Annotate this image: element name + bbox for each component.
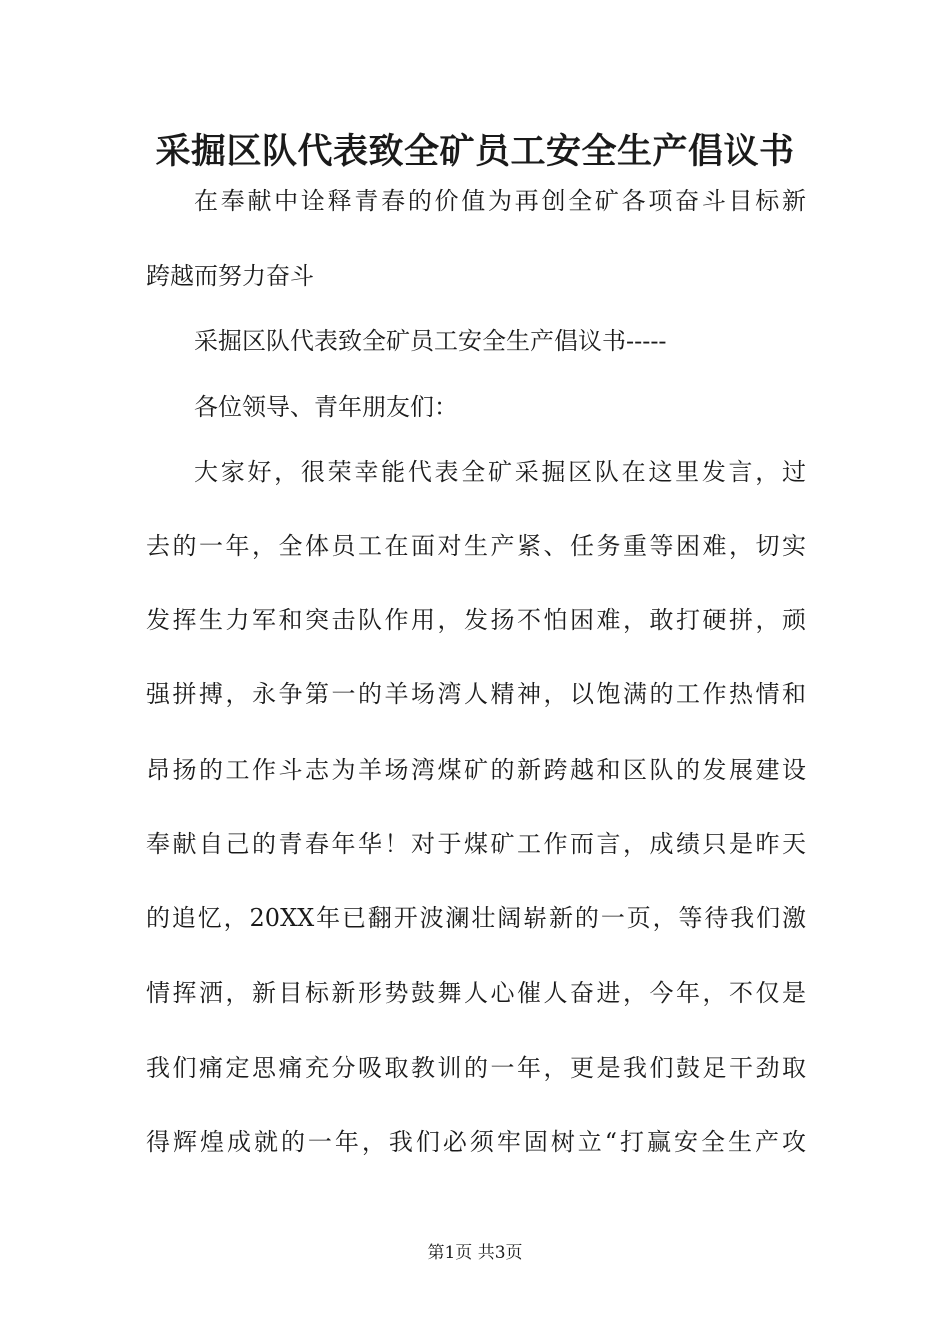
subtitle-line-2: 跨越而努力奋斗 — [146, 262, 314, 290]
body-line-8: 情挥洒，新目标新形势鼓舞人心催人奋进，今年，不仅是 — [146, 979, 806, 1007]
body-line-9: 我们痛定思痛充分吸取教训的一年，更是我们鼓足干劲取 — [146, 1054, 806, 1082]
body-line-1: 大家好，很荣幸能代表全矿采掘区队在这里发言，过 — [194, 458, 806, 486]
body-line-3: 发挥生力军和突击队作用，发扬不怕困难，敢打硬拼，顽 — [146, 606, 806, 634]
body-line-7: 的追忆，20XX年已翻开波澜壮阔崭新的一页，等待我们激 — [146, 904, 806, 932]
body-line-5: 昂扬的工作斗志为羊场湾煤矿的新跨越和区队的发展建设 — [146, 756, 806, 784]
body-line-2: 去的一年，全体员工在面对生产紧、任务重等困难，切实 — [146, 532, 806, 560]
body-line-6: 奉献自己的青春年华！对于煤矿工作而言，成绩只是昨天 — [146, 830, 806, 858]
body-line-4: 强拼搏，永争第一的羊场湾人精神，以饱满的工作热情和 — [146, 680, 806, 708]
salutation: 各位领导、青年朋友们： — [194, 393, 458, 421]
body-line-10: 得辉煌成就的一年，我们必须牢固树立“打赢安全生产攻 — [146, 1128, 806, 1156]
document-title: 采掘区队代表致全矿员工安全生产倡议书 — [155, 131, 795, 172]
heading-line: 采掘区队代表致全矿员工安全生产倡议书----- — [194, 327, 667, 355]
subtitle-line-1: 在奉献中诠释青春的价值为再创全矿各项奋斗目标新 — [194, 187, 806, 215]
page-number: 第1页 共3页 — [427, 1243, 523, 1263]
